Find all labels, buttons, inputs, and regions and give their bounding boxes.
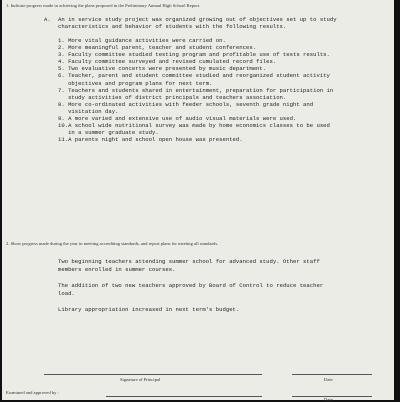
examiner-signature-line[interactable] — [106, 396, 262, 397]
list-item: 2. More meaningful parent, teacher and student conferences. — [58, 44, 257, 52]
list-item: objectives and program plans for next term. — [58, 79, 213, 87]
list-item: 10.A school wide nutritional survey was made by home economics classes to be used — [58, 122, 330, 130]
examined-approved-label: Examined and approved by : — [6, 390, 59, 395]
results-list — [58, 37, 333, 143]
list-item: in a summer graduate study. — [58, 129, 159, 137]
principal-date-line[interactable] — [292, 374, 372, 375]
question-2-heading: 2. Show progress made during the year in meeting accrediting standards, and report plans for meeting all standards. — [6, 241, 219, 246]
list-item: 5. Two evaluative concerts were presented by music department. — [58, 65, 267, 73]
list-item: 6. Teacher, parent and student committee studied and reorganized student activity — [58, 72, 330, 80]
progress-paragraph — [58, 306, 239, 314]
list-item: 9. A more varied and extensive use of audio visual materials were used. — [58, 115, 297, 123]
list-item: 11.A parents night and school open house was presented. — [58, 136, 243, 144]
progress-paragraph — [58, 282, 323, 298]
paragraph-line: The addition of two new teachers approved by Board of Control to reduce teacher — [58, 282, 324, 289]
list-item: study activities of district principals and teachers association. — [58, 93, 287, 101]
list-item: 7. Teachers and students shared in entertainment, preparation for participation in — [58, 86, 334, 94]
section-a-intro — [58, 16, 337, 30]
list-item: 3. Faculty committee studied testing program and profitable use of tests results. — [58, 51, 330, 59]
paragraph-line: Two beginning teachers attending summer school for advanced study. Other staff — [58, 258, 320, 265]
section-a-label: A. — [44, 16, 51, 23]
principal-signature-line[interactable] — [44, 374, 262, 375]
paragraph-line: Library appropriation increased in next term's budget. — [58, 306, 240, 313]
section-a-intro-line: An in service study project was organized growing out of objectives set up to study — [58, 16, 337, 23]
progress-paragraph — [58, 258, 320, 274]
list-item: 1. More vital guidance activities were carried on. — [58, 37, 226, 44]
list-item: visitation day. — [58, 107, 119, 115]
paragraph-line: load. — [58, 290, 75, 298]
list-item: 8. More co-ordinated activities with feeder schools, seventh grade night and — [58, 100, 314, 108]
date-caption: Date — [324, 377, 333, 382]
date-caption-2: Date — [324, 397, 333, 402]
list-item: 4. Faculty committee surveyed and revised cumulated record files. — [58, 58, 277, 66]
paragraph-line: members enrolled in summer courses. — [58, 266, 176, 274]
principal-signature-caption: Signature of Principal — [120, 377, 161, 382]
report-page — [2, 0, 394, 400]
section-a-intro-line: characteristics and behavior of students with the following results. — [58, 23, 287, 31]
question-1-heading: 1. Indicate progress made in achieving the plans proposed in the Preliminary Annual High School Report. — [6, 3, 201, 8]
